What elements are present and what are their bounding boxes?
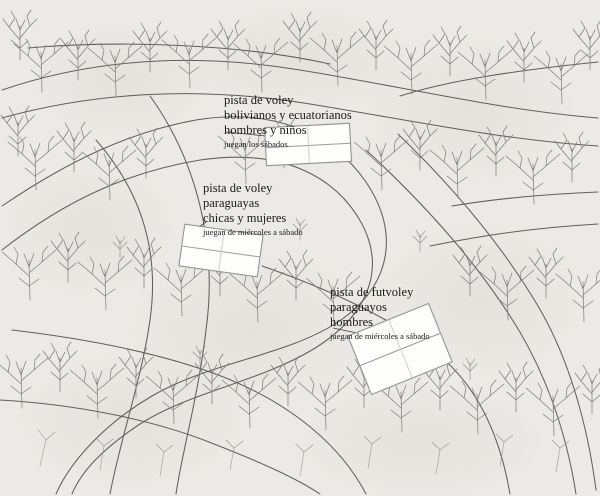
annotation-futvoley-paraguayos — [330, 285, 430, 341]
annotation-schedule: juegan de miércoles a sábado — [203, 227, 303, 238]
annotation-line-2: bolivianos y ecuatorianos — [224, 107, 352, 122]
annotation-line-3: chicas y mujeres — [203, 210, 287, 225]
annotation-line-3: hombres — [330, 314, 374, 329]
annotation-line-1: pista de voley — [203, 181, 273, 195]
annotation-line-1: pista de voley — [224, 93, 294, 107]
annotation-voley-bolivianos — [224, 93, 352, 149]
annotation-schedule: juegan de miércoles a sábado — [330, 331, 430, 342]
annotation-line-3: hombres y niños — [224, 122, 307, 137]
annotation-schedule: juegan los sábados — [224, 139, 288, 150]
annotation-line-2: paraguayos — [330, 299, 387, 314]
annotation-line-1: pista de futvoley — [330, 285, 414, 299]
annotation-line-2: paraguayas — [203, 195, 260, 210]
annotation-voley-paraguayas — [203, 181, 303, 237]
